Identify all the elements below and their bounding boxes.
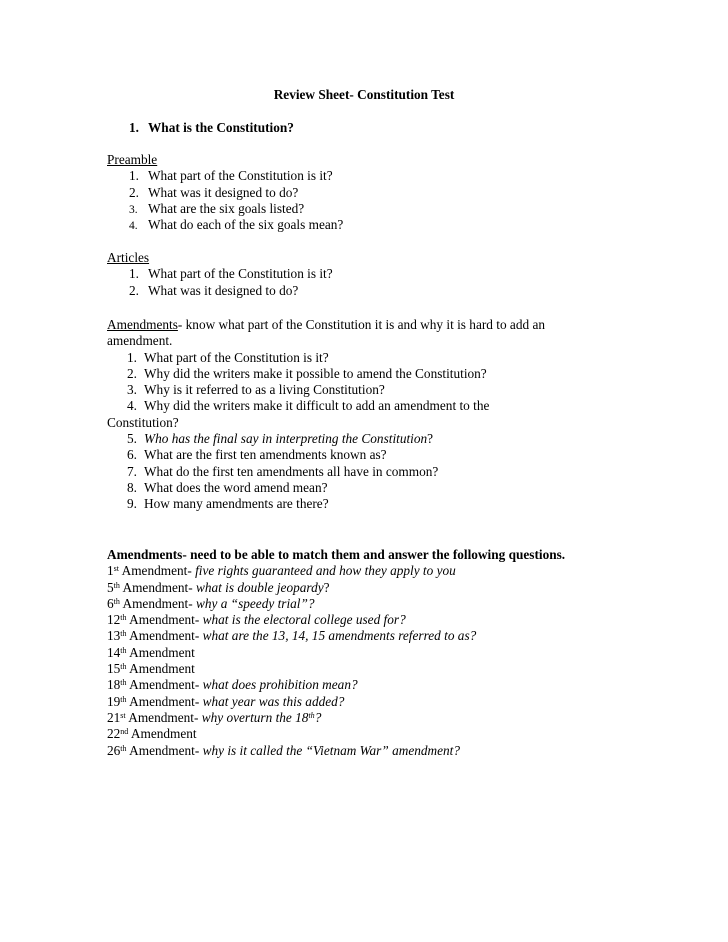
list-item: 3. What are the six goals listed? — [129, 200, 305, 216]
section-heading: Preamble — [107, 152, 158, 167]
list-item: 4. What do each of the six goals mean? — [129, 217, 344, 233]
list-item: 9. How many amendments are there? — [127, 496, 329, 512]
amendments-matching-section — [107, 547, 617, 759]
amendment-row: 22nd Amendment — [107, 726, 197, 742]
list-item: 6. What are the first ten amendments known as? — [127, 447, 387, 463]
list-item: 4. Why did the writers make it difficult to add an amendment to the — [127, 398, 490, 414]
amendment-row: 12th Amendment- what is the electoral college used for? — [107, 612, 406, 628]
amendment-row: 13th Amendment- what are the 13, 14, 15 amendments referred to as? — [107, 628, 477, 644]
list-item: 1. What part of the Constitution is it? — [129, 266, 333, 282]
amendment-row: 15th Amendment — [107, 661, 195, 677]
amendment-row: 21st Amendment- why overturn the 18th? — [107, 709, 322, 725]
section-heading: Amendments — [107, 317, 178, 332]
amendment-row: 19th Amendment- what year was this added? — [107, 693, 345, 709]
list-item: 1. What part of the Constitution is it? — [129, 168, 333, 184]
amendment-row: 14th Amendment — [107, 644, 195, 660]
list-item: 2. Why did the writers make it possible to amend the Constitution? — [127, 365, 487, 381]
list-item: 5. Who has the final say in interpreting the Constitution? — [127, 431, 434, 447]
amendment-row: 26th Amendment- why is it called the “Vietnam War” amendment? — [107, 742, 461, 758]
list-item: 2. What was it designed to do? — [129, 282, 299, 298]
preamble-section — [107, 152, 617, 233]
amendments-questions-section: Amendments- know what part of the Constitution it is and why it is hard to add an amendment. 1. What part of the Constitution is it? 2. Why did the writers make it possible to amend the Constitution? 3. Why is it referred to as a living Constitution? 4. Why did the writers make it difficult to add an amendment to the Constitution? 5. Who has the final say in interpreting the Constitution? 6. What are the first ten amendments known as? 7. What do the first ten amendments all have in common? 8. What does the word amend mean? 9. How many amendments are there? — [107, 317, 617, 513]
amendment-row: 1st Amendment- five rights guaranteed and how they apply to you — [107, 563, 456, 579]
page-title: Review Sheet- Constitution Test — [273, 87, 455, 102]
list-item: 8. What does the word amend mean? — [127, 479, 328, 495]
list-item: 7. What do the first ten amendments all have in common? — [127, 463, 439, 479]
section-heading: Articles — [107, 250, 150, 265]
list-item-continuation: Constitution? — [107, 414, 179, 430]
list-item: 1. What part of the Constitution is it? — [127, 349, 329, 365]
amendment-row: 5th Amendment- what is double jeopardy? — [107, 579, 330, 595]
amendment-row: 6th Amendment- why a “speedy trial”? — [107, 595, 315, 611]
question-text: What is the Constitution? — [148, 120, 294, 135]
list-item: 2. What was it designed to do? — [129, 184, 299, 200]
list-number: 1. — [129, 120, 139, 135]
section-intro: Amendments- know what part of the Constitution it is and why it is hard to add an — [107, 317, 545, 332]
articles-section — [107, 250, 617, 299]
section-heading: Amendments- need to be able to match them and answer the following questions. — [107, 547, 566, 562]
list-item: 3. Why is it referred to as a living Constitution? — [127, 382, 385, 398]
amendment-row: 18th Amendment- what does prohibition mean? — [107, 677, 358, 693]
question-1 — [107, 120, 617, 136]
